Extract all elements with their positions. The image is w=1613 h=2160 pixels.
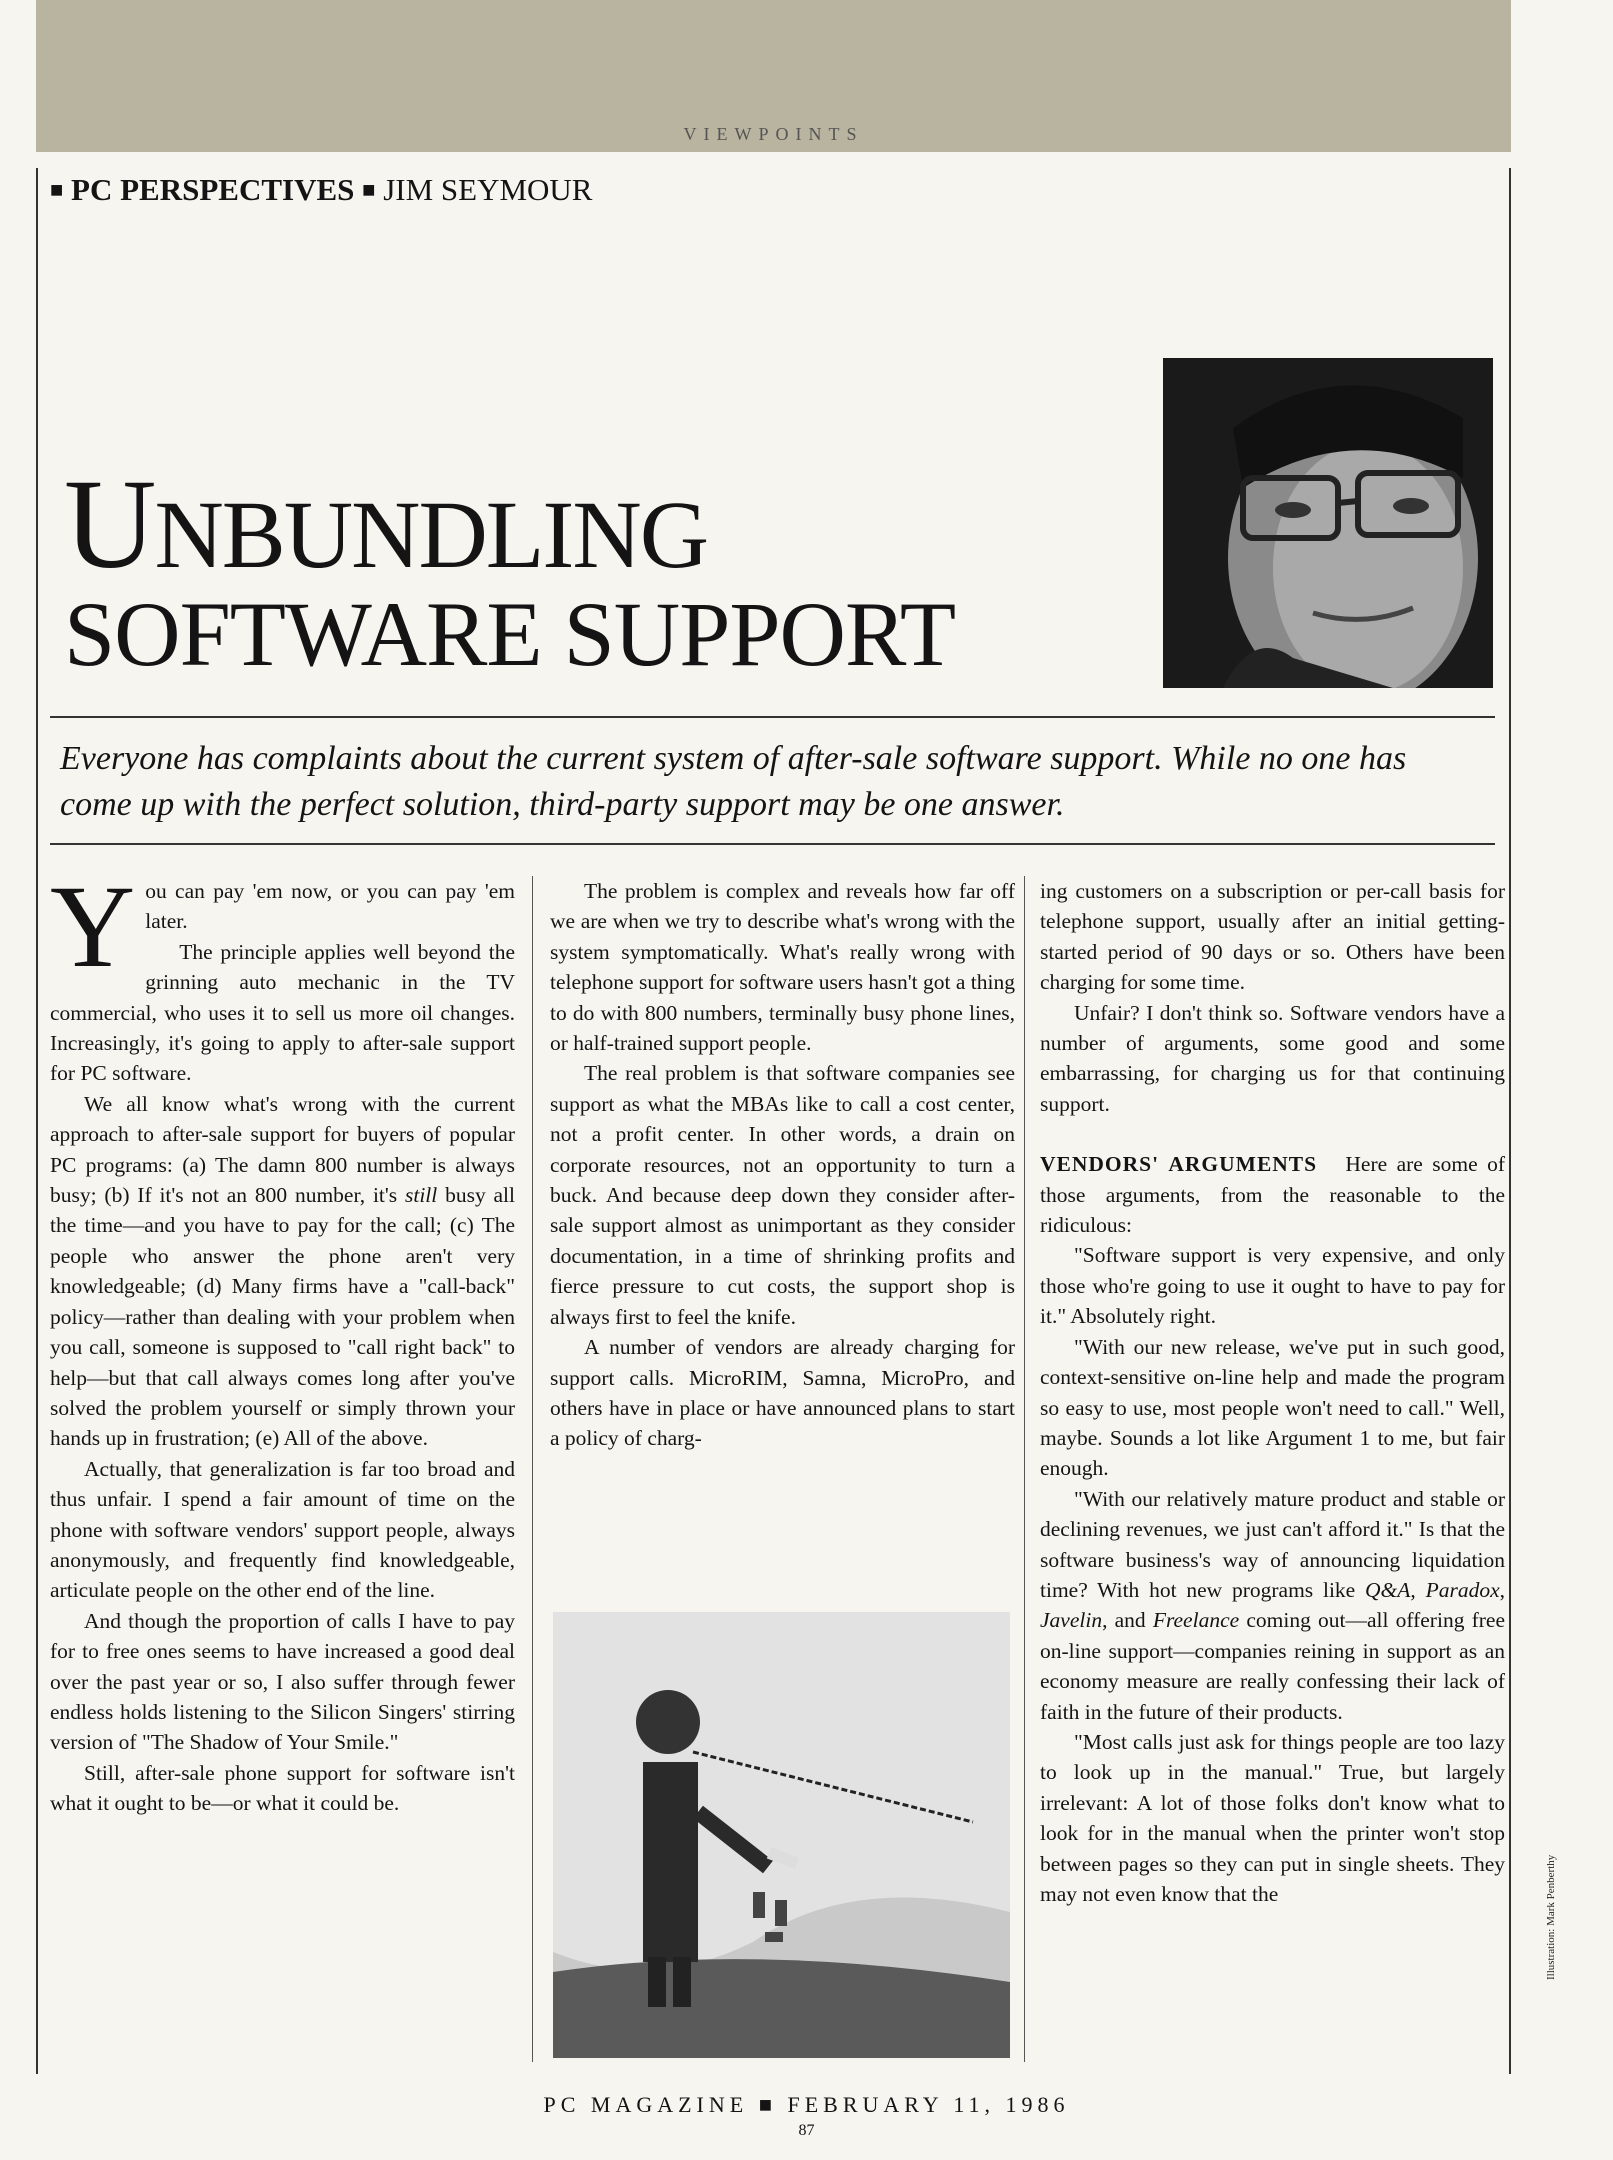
deck-top-rule [50, 716, 1495, 718]
portrait-drawing [1163, 358, 1493, 688]
paragraph: A number of vendors are already charging for support calls. MicroRIM, Samna, MicroPro, and others have in place or have announced plans to start a policy of charg- [550, 1335, 1015, 1451]
paragraph-text: coming out—all offering free on-line support—companies reining in support as an economy measure are really confessing their lack of faith in the future of their products. [1040, 1608, 1506, 1724]
headline-initial: U [64, 453, 155, 595]
headline-line-2: SOFTWARE SUPPORT [64, 583, 956, 685]
headline [64, 453, 956, 685]
footer-separator: ■ [758, 2092, 777, 2117]
issue-date: FEBRUARY 11, 1986 [787, 2092, 1070, 2117]
bullet-square-icon: ■ [50, 177, 64, 202]
paragraph: Actually, that generalization is far too broad and thus unfair. I spend a fair amount of time on the phone with software vendors' support people, always anonymously, and frequently find knowledgeable, articulate people on the other end of the line. [50, 1456, 515, 1603]
article-column-1 [50, 861, 516, 1819]
emphasis-text: still [404, 1183, 438, 1208]
paragraph: The real problem is that software companies see support as what the MBAs like to call a cost center, not a profit center. In other words, a drain on corporate resources, not an opportunity to turn a buck. And because deep down they consider after-sale support almost as unimportant as they consider documentation, in a time of shrinking profits and fierce pressure to cut costs, the support shop is always first to feel the knife. [550, 1061, 1015, 1329]
paragraph-text: ou can pay 'em now, or you can pay 'em later. [145, 879, 515, 934]
header-band [36, 0, 1511, 152]
paragraph: And though the proportion of calls I have to pay for to free ones seems to have increased a good deal over the past year or so, I also suffer through fewer endless holds listening to the Silicon Singers' stirring version of "The Shadow of Your Smile." [50, 1608, 515, 1755]
emphasis-text: Paradox [1425, 1577, 1500, 1602]
headline-line-1-rest: NBUNDLING [154, 481, 708, 588]
emphasis-text: Q&A [1365, 1577, 1411, 1602]
emphasis-text: Freelance [1152, 1608, 1240, 1633]
paragraph [1040, 1484, 1505, 1727]
paragraph: Still, after-sale phone support for software isn't what it ought to be—or what it could be. [50, 1760, 515, 1816]
paragraph: "With our new release, we've put in such good, context-sensitive on-line help and made the program so easy to use, most people won't need to call." Well, maybe. Sounds a lot like Argument 1 to me, but fair enough. [1040, 1334, 1505, 1481]
paragraph: "Most calls just ask for things people are too lazy to look up in the manual." True, but largely irrelevant: A lot of those folks don't know what to look for in the manual when the printer won't stop between pages so they can put in single sheets. They may not even know that the [1040, 1729, 1505, 1906]
illustration-drawing [553, 1612, 1010, 2058]
page-number: 87 [798, 2122, 815, 2139]
paragraph-text: We all know what's wrong with the current approach to after-sale support for buyers of popular PC programs: (a) The damn 800 number is always busy; (b) If it's not an 800 number, it's [50, 1091, 515, 1208]
author-name: JIM SEYMOUR [383, 172, 593, 207]
column-divider-1 [532, 876, 533, 2062]
paragraph-text: , and [1102, 1608, 1153, 1633]
illustration-credit: Illustration: Mark Penberthy [1545, 1854, 1557, 1980]
paragraph-text: busy all the time—and you have to pay for the call; (c) The people who answer the phone aren't very knowledgeable; (d) Many firms have a "call-back" policy—rather than dealing with your problem when you call, someone is supposed to "call right back" to help—but that call always comes long after you've solved the problem yourself or simply thrown your hands up in frustration; (e) All of the above. [50, 1183, 516, 1451]
drop-cap: Y [50, 861, 136, 992]
section-label: VIEWPOINTS [683, 124, 864, 144]
left-border-rule [36, 168, 38, 2074]
paragraph [50, 861, 515, 992]
column-kicker [50, 172, 592, 208]
paragraph: The principle applies well beyond the grinning auto mechanic in the TV commercial, who uses it to sell us more oil changes. Increasingly, it's going to apply to after-sale support for PC software. [50, 939, 515, 1086]
spacer [1040, 1119, 1505, 1149]
article-illustration [553, 1612, 1010, 2058]
magazine-name: PC MAGAZINE [543, 2092, 749, 2117]
paragraph: The problem is complex and reveals how far off we are when we try to describe what's wrong with the system symptomatically. What's really wrong with telephone support for software users hasn't got a thing to do with 800 numbers, terminally busy phone lines, or half-trained support people. [550, 879, 1015, 1056]
paragraph-text: "With our relatively mature product and stable or declining revenues, we just can't afford it." Is that the software business's way of announcing liquidation time? With hot new programs like [1040, 1486, 1505, 1602]
paragraph [1040, 1149, 1505, 1240]
deck-bottom-rule [50, 843, 1495, 845]
paragraph-text: , [1410, 1577, 1426, 1602]
subhead: VENDORS' ARGUMENTS [1040, 1152, 1318, 1177]
paragraph: "Software support is very expensive, and only those who're going to use it ought to have to pay for it." Absolutely right. [1040, 1243, 1505, 1329]
right-border-rule [1509, 168, 1511, 2074]
author-portrait [1163, 358, 1493, 688]
bullet-square-icon: ■ [362, 177, 376, 202]
paragraph-text: Here are some of those arguments, from the reasonable to the ridiculous: [1040, 1152, 1506, 1238]
column-name: PC PERSPECTIVES [71, 172, 355, 207]
headline-line-1 [64, 453, 955, 595]
paragraph: Unfair? I don't think so. Software vendors have a number of arguments, some good and some embarrassing, for charging us for that continuing support. [1040, 1000, 1505, 1116]
page-footer [0, 2092, 1613, 2118]
deck-subtitle: Everyone has complaints about the current system of after-sale software support. While no one has come up with the perfect solution, third-party support may be one answer. [60, 740, 1407, 823]
article-column-3 [1040, 876, 1505, 1909]
article-column-2 [550, 876, 1015, 1454]
paragraph: ing customers on a subscription or per-call basis for telephone support, usually after an initial getting-started period of 90 days or so. Others have been charging for some time. [1040, 879, 1505, 995]
paragraph-text: , [1499, 1577, 1505, 1602]
column-divider-2 [1024, 876, 1025, 2062]
paragraph [50, 1089, 515, 1454]
emphasis-text: Javelin [1040, 1608, 1103, 1633]
